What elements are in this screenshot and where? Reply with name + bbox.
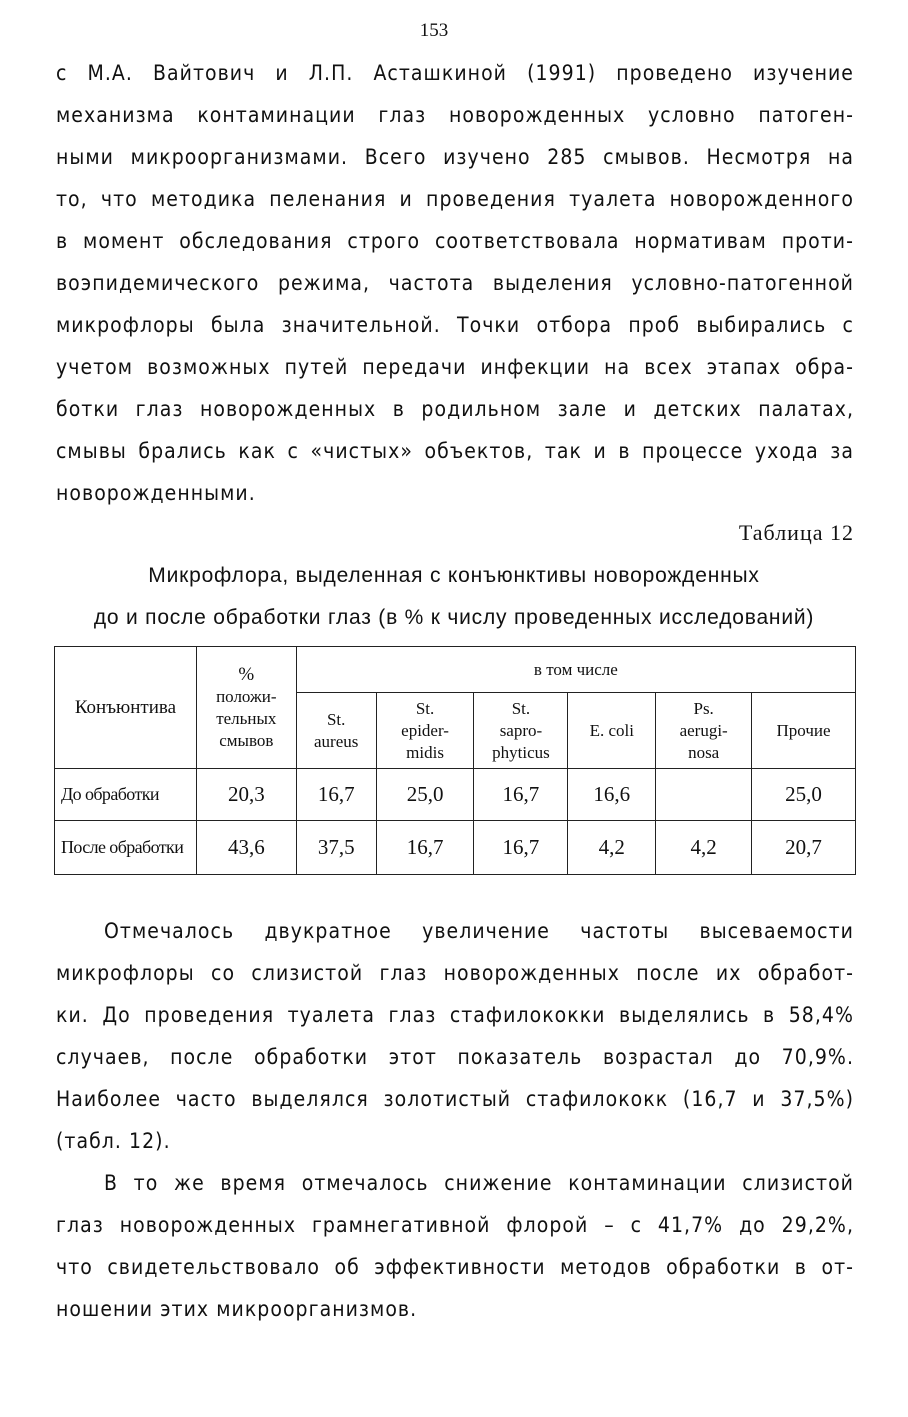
text-line: микрофлоры была значительной. Точки отбора проб выбирались с — [56, 313, 854, 337]
paragraph-2 — [56, 910, 854, 1162]
header-ps-aeruginosa: Ps. aerugi- nosa — [656, 693, 752, 769]
table-label: Таблица 12 — [738, 520, 854, 545]
table-cell: 16,7 — [474, 821, 568, 875]
text-line: случаев, после обработки этот показатель возрастал до 70,9%. — [56, 1045, 854, 1069]
table-cell: 16,6 — [568, 769, 656, 821]
header-e-coli: E. coli — [568, 693, 656, 769]
table-cell: 25,0 — [376, 769, 474, 821]
text-line: глаз новорожденных грамнегативной флорой – с 41,7% до 29,2%, — [56, 1213, 854, 1237]
text-line: Наиболее часто выделялся золотистый стафилококк (16,7 и 37,5%) — [56, 1087, 854, 1111]
table-cell: 20,3 — [196, 769, 296, 821]
paragraph-1 — [56, 52, 854, 514]
page-number: 153 — [419, 20, 449, 41]
table-row — [55, 821, 856, 875]
text-line: ботки глаз новорожденных в родильном зале и детских палатах, — [56, 397, 854, 421]
paragraph-3 — [56, 1162, 854, 1330]
header-st-epidermidis: St. epider- midis — [376, 693, 474, 769]
text-line: (табл. 12). — [56, 1129, 171, 1153]
text-line: новорожденными. — [56, 481, 256, 505]
text-line: Отмечалось двукратное увеличение частоты высеваемости — [104, 919, 854, 943]
table-cell: 25,0 — [752, 769, 856, 821]
text-line: ношении этих микроорганизмов. — [56, 1297, 418, 1321]
header-st-aureus: St. aureus — [296, 693, 376, 769]
header-other: Прочие — [752, 693, 856, 769]
table-header-row — [55, 647, 856, 693]
table-title-line-2: до и после обработки глаз (в % к числу проведенных исследований) — [93, 606, 815, 629]
text-line: воэпидемического режима, частота выделения условно-патогенной — [56, 271, 854, 295]
text-line: с М.А. Вайтович и Л.П. Асташкиной (1991) проведено изучение — [56, 61, 854, 85]
table-cell — [656, 769, 752, 821]
text-line: механизма контаминации глаз новорожденных условно патоген- — [56, 103, 854, 127]
header-positive-swabs: % положи- тельных смывов — [196, 647, 296, 769]
text-line: в момент обследования строго соответствовала нормативам проти- — [56, 229, 854, 253]
text-line: то, что методика пеленания и проведения туалета новорожденного — [56, 187, 854, 211]
text-line: учетом возможных путей передачи инфекции на всех этапах обра- — [56, 355, 854, 379]
microflora-table — [54, 646, 856, 875]
text-line: В то же время отмечалось снижение контаминации слизистой — [104, 1171, 854, 1195]
table-row — [55, 769, 856, 821]
table-cell: 4,2 — [568, 821, 656, 875]
text-line: ки. До проведения туалета глаз стафилококки выделялись в 58,4% — [56, 1003, 854, 1027]
header-st-saprophyticus: St. sapro- phyticus — [474, 693, 568, 769]
row-label: После обработки — [55, 821, 197, 875]
table-cell: 43,6 — [196, 821, 296, 875]
row-label: До обработки — [55, 769, 197, 821]
table-cell: 4,2 — [656, 821, 752, 875]
header-including: в том числе — [296, 647, 855, 693]
text-line: что свидетельствовало об эффективности методов обработки в от- — [56, 1255, 854, 1279]
table-cell: 37,5 — [296, 821, 376, 875]
table-cell: 16,7 — [296, 769, 376, 821]
header-conjunctiva: Конъюнтива — [55, 647, 197, 769]
text-line: смывы брались как с «чистых» объектов, так и в процессе ухода за — [56, 439, 854, 463]
table-cell: 16,7 — [376, 821, 474, 875]
table-cell: 16,7 — [474, 769, 568, 821]
text-line: микрофлоры со слизистой глаз новорожденных после их обработ- — [56, 961, 854, 985]
text-line: ными микроорганизмами. Всего изучено 285 смывов. Несмотря на — [56, 145, 854, 169]
table-cell: 20,7 — [752, 821, 856, 875]
table-title-line-1: Микрофлора, выделенная с конъюнктивы новорожденных — [148, 564, 760, 587]
